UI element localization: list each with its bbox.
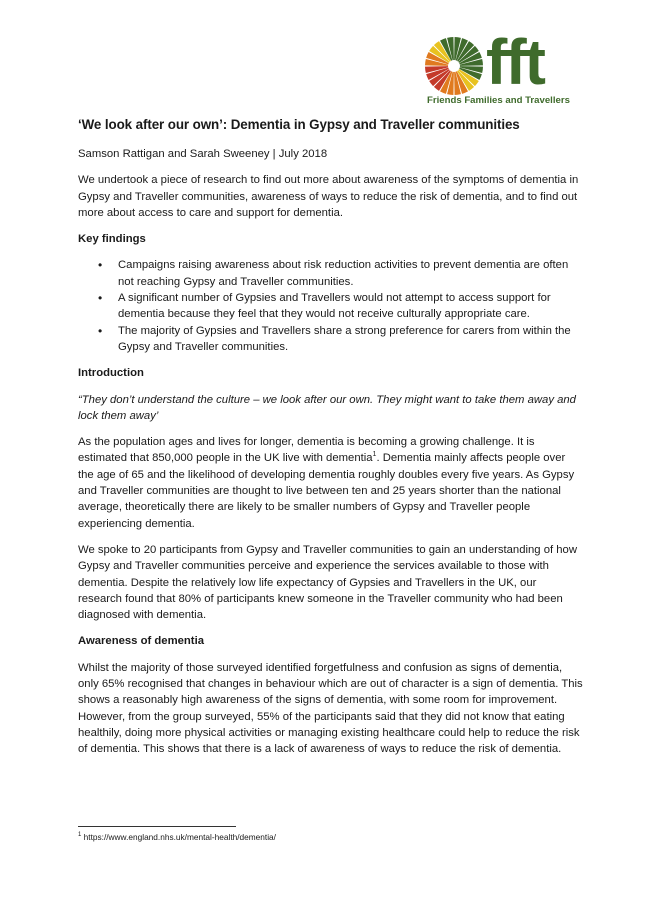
footnote-divider xyxy=(78,826,236,827)
document-body xyxy=(78,116,583,758)
logo-caption: Friends Families and Travellers xyxy=(427,95,570,106)
document-title: ‘We look after our own’: Dementia in Gypsy and Traveller communities xyxy=(78,117,520,132)
list-item: • Campaigns raising awareness about risk reduction activities to prevent dementia are often not reaching Gypsy and Traveller communities. xyxy=(118,257,583,290)
key-findings-heading: Key findings xyxy=(78,233,146,246)
introduction-heading: Introduction xyxy=(78,367,144,380)
awareness-paragraph: Whilst the majority of those surveyed identified forgetfulness and confusion as signs of dementia, only 65% recognised that changes in behaviour which are out of character is a sign of dementia. This shows a reasonably high awareness of the signs of dementia, with some room for improvement. However, from the group surveyed, 55% of the participants said that they did not know that eating healthily, doing more physical activities or managing existing healthcare could help to reduce the risk of dementia. This shows that there is a lack of awareness of ways to reduce the risk of dementia. xyxy=(78,661,583,756)
footnote-link[interactable]: https://www.england.nhs.uk/mental-health/dementia/ xyxy=(83,832,276,842)
intro-paragraph: We undertook a piece of research to find out more about awareness of the symptoms of dementia in Gypsy and Traveller communities, awareness of ways to reduce the risk of dementia, and to find out more about access to care and support for dementia. xyxy=(78,174,579,219)
byline: Samson Rattigan and Sarah Sweeney | July 2018 xyxy=(78,148,328,160)
awareness-heading: Awareness of dementia xyxy=(78,635,204,648)
list-item: • The majority of Gypsies and Travellers share a strong preference for carers from within the Gypsy and Traveller communities. xyxy=(118,323,583,356)
key-findings-list xyxy=(78,257,583,355)
paragraph-text: As the population ages and lives for longer, dementia is becoming a growing challenge. It is estimated that 850,000 people in the UK live with dementia xyxy=(78,436,535,465)
population-paragraph xyxy=(78,434,583,532)
paragraph-text: . Dementia mainly affects people over the age of 65 and the likelihood of developing dementia roughly doubles every five years. As Gypsy and Traveller communities are thought to live between ten and 25 years shorter than the national average, theoretically there are likely to be smaller numbers of Gypsy and Traveller people experiencing dementia. xyxy=(78,452,575,530)
fft-logo xyxy=(424,26,574,112)
participants-paragraph: We spoke to 20 participants from Gypsy and Traveller communities to gain an understanding of how Gypsy and Traveller communities perceive and experience the services available to those with dementia. Despite the relatively low life expectancy of Gypsies and Travellers in the UK, our research found that 80% of participants knew someone in the Traveller community who had been diagnosed with dementia. xyxy=(78,543,577,622)
list-item: • A significant number of Gypsies and Travellers would not attempt to access support for dementia because they feel that they would not receive culturally appropriate care. xyxy=(118,290,583,323)
logo-letters: fft xyxy=(486,26,544,98)
footnote-number: 1 xyxy=(78,832,82,839)
footnote-reference[interactable]: 1 xyxy=(372,451,377,459)
footnote xyxy=(78,832,276,843)
participant-quote: “They don’t understand the culture – we look after our own. They might want to take them away and lock them away’ xyxy=(78,393,576,422)
wheel-logo-icon xyxy=(424,36,484,96)
